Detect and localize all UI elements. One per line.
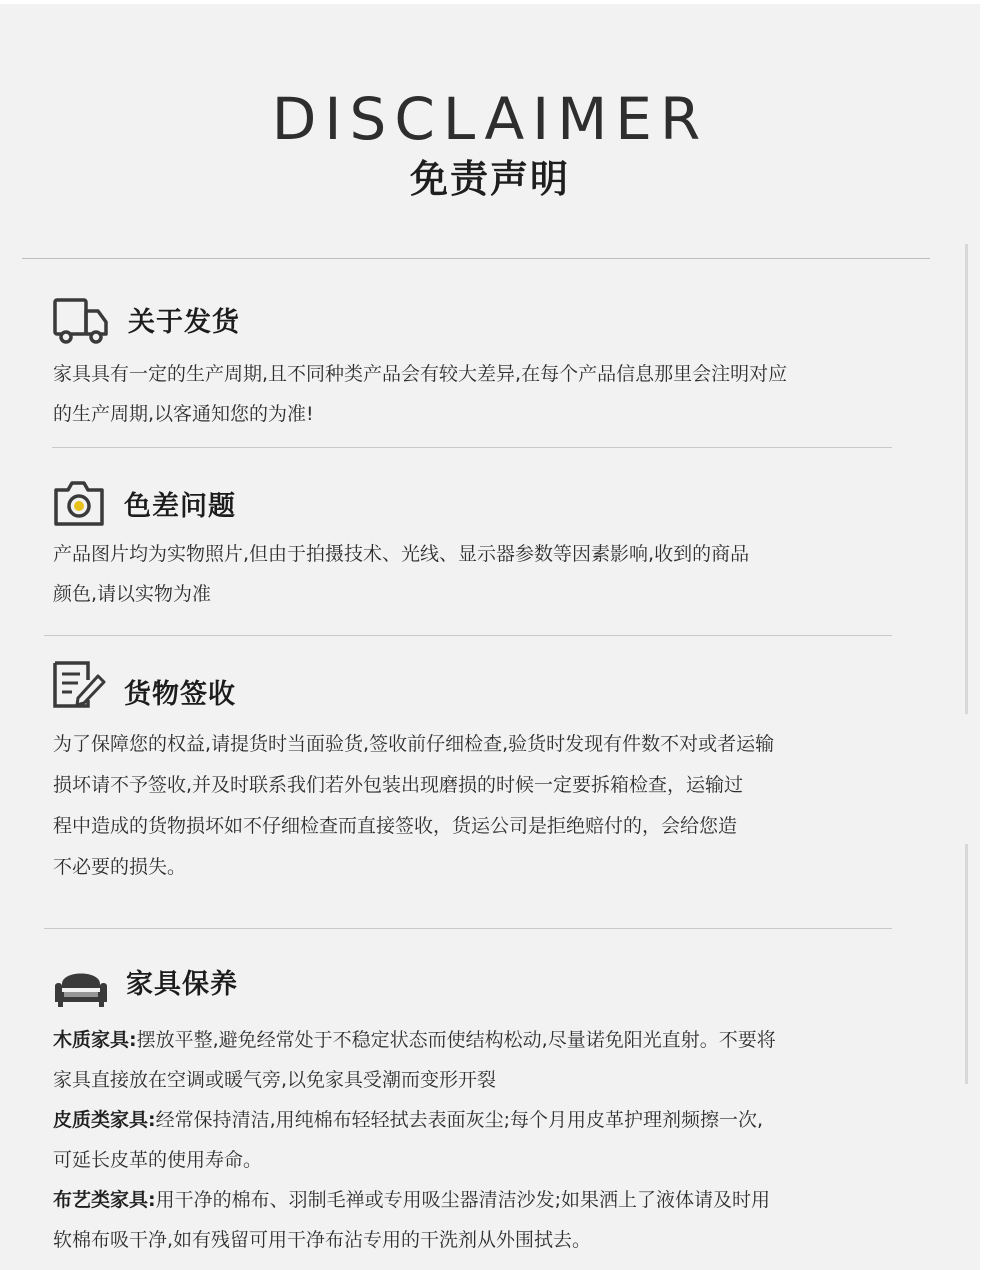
section-divider bbox=[52, 447, 892, 448]
text-line: 损坏请不予签收,并及时联系我们若外包装出现磨损的时候一定要拆箱检查，运输过 bbox=[53, 774, 744, 796]
section-text-receipt bbox=[53, 724, 933, 888]
care-text: 用干净的棉布、羽制毛禅或专用吸尘器清洁沙发;如果洒上了液体请及时用 bbox=[155, 1189, 771, 1211]
section-text-care bbox=[53, 1020, 933, 1260]
care-text: 经常保持清洁,用纯棉布轻轻拭去表面灰尘;每个月用皮革护理剂频擦一次, bbox=[155, 1109, 764, 1131]
section-text-shipping bbox=[53, 354, 933, 434]
section-divider bbox=[44, 635, 892, 636]
page-title-chinese: 免责声明 bbox=[409, 157, 570, 201]
sofa-icon bbox=[52, 962, 110, 1012]
text-line: 为了保障您的权益,请提货时当面验货,签收前仔细检查,验货时发现有件数不对或者运输 bbox=[53, 733, 775, 755]
page-edge-mark bbox=[965, 844, 968, 1084]
camera-icon bbox=[52, 478, 110, 528]
text-line: 家具直接放在空调或暖气旁,以免家具受潮而变形开裂 bbox=[53, 1069, 497, 1091]
text-line: 不必要的损失。 bbox=[53, 856, 187, 878]
text-line: 软棉布吸干净,如有残留可用干净布沾专用的干洗剂从外围拭去。 bbox=[53, 1229, 592, 1251]
sign-form-icon bbox=[52, 660, 110, 710]
care-text: 摆放平整,避免经常处于不稳定状态而使结构松动,尽量诺免阳光直射。不要将 bbox=[136, 1029, 776, 1051]
text-line: 颜色,请以实物为准 bbox=[53, 583, 212, 605]
section-divider bbox=[44, 928, 892, 929]
section-heading-color: 色差问题 bbox=[124, 491, 236, 522]
section-heading-shipping: 关于发货 bbox=[128, 307, 240, 338]
text-line: 产品图片均为实物照片,但由于拍摄技术、光线、显示器参数等因素影响,收到的商品 bbox=[53, 543, 750, 565]
section-heading-receipt: 货物签收 bbox=[124, 679, 236, 710]
care-label: 木质家具: bbox=[53, 1029, 137, 1051]
care-item-fabric bbox=[53, 1180, 933, 1220]
care-item-leather bbox=[53, 1100, 933, 1140]
header-divider bbox=[22, 258, 930, 259]
text-line: 家具具有一定的生产周期,且不同种类产品会有较大差异,在每个产品信息那里会注明对应 bbox=[53, 363, 788, 385]
care-label: 布艺类家具: bbox=[53, 1189, 156, 1211]
page-edge-mark bbox=[965, 244, 968, 714]
section-heading-care: 家具保养 bbox=[126, 969, 238, 1000]
page-title-english: DISCLAIMER bbox=[271, 85, 709, 153]
care-label: 皮质类家具: bbox=[53, 1109, 156, 1131]
text-line: 的生产周期,以客通知您的为准! bbox=[53, 403, 314, 425]
section-text-color bbox=[53, 534, 933, 614]
care-item-wood bbox=[53, 1020, 933, 1060]
truck-icon bbox=[52, 296, 110, 346]
text-line: 程中造成的货物损坏如不仔细检查而直接签收，货运公司是拒绝赔付的，会给您造 bbox=[53, 815, 738, 837]
text-line: 可延长皮革的使用寿命。 bbox=[53, 1149, 263, 1171]
